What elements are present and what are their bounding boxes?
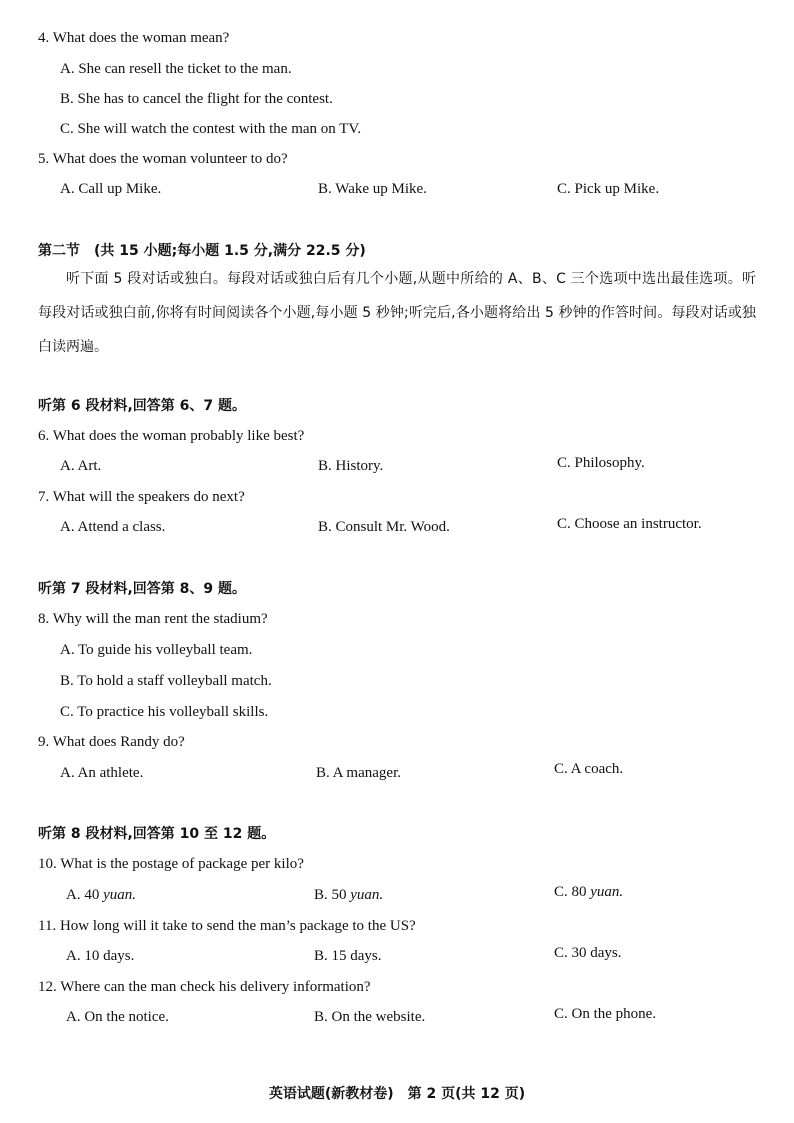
option-5b: B. Wake up Mike.	[318, 181, 427, 197]
question-number: 7.	[38, 489, 50, 505]
page-footer: 英语试题(新教材卷) 第 2 页(共 12 页)	[268, 1086, 526, 1102]
option-4c: C. She will watch the contest with the man on TV.	[60, 121, 362, 137]
option-8b: B. To hold a staff volleyball match.	[60, 673, 272, 689]
option-7a: A. Attend a class.	[60, 519, 166, 535]
option-4b: B. She has to cancel the flight for the contest.	[60, 91, 333, 107]
options-5	[0, 179, 794, 199]
question-4	[38, 28, 229, 48]
options-10	[0, 885, 794, 905]
question-8	[38, 609, 268, 629]
options-12	[0, 1007, 794, 1027]
unit: yuan.	[590, 884, 624, 900]
question-9	[38, 732, 185, 752]
section-title: 第二节 (共 15 小题;每小题 1.5 分,满分 22.5 分)	[38, 243, 366, 259]
instructions-text: 听下面 5 段对话或独白。每段对话或独白后有几个小题,从题中所给的 A、B、C 三个选项中选出最佳选项。听每段对话或独白前,你将有时间阅读各个小题,每小题 5 秒钟;听完后,各小题将给出 5 秒钟的作答时间。每段对话或独白读两遍。	[38, 271, 756, 355]
question-text: Where can the man check his delivery information?	[60, 979, 371, 995]
question-12	[38, 977, 371, 997]
question-text: What does Randy do?	[52, 734, 185, 750]
unit: yuan.	[103, 887, 137, 903]
option-7c: C. Choose an instructor.	[557, 516, 702, 532]
question-11	[38, 916, 416, 936]
question-number: 5.	[38, 151, 50, 167]
option-5c: C. Pick up Mike.	[557, 181, 660, 197]
question-number: 9.	[38, 734, 50, 750]
question-text: What does the woman volunteer to do?	[52, 151, 288, 167]
option-5a: A. Call up Mike.	[60, 181, 162, 197]
question-10	[38, 854, 304, 874]
unit: yuan.	[350, 887, 384, 903]
option-8c: C. To practice his volleyball skills.	[60, 704, 269, 720]
option-11b: B. 15 days.	[314, 948, 382, 964]
question-number: 4.	[38, 30, 50, 46]
option-10a-text: A. 40	[66, 887, 104, 903]
question-text: Why will the man rent the stadium?	[52, 611, 268, 627]
options-7	[0, 517, 794, 537]
option-10a	[66, 885, 136, 905]
question-number: 12.	[38, 979, 57, 995]
option-6b: B. History.	[318, 458, 384, 474]
option-10b	[314, 885, 383, 905]
option-10b-text: B. 50	[314, 887, 351, 903]
option-4a: A. She can resell the ticket to the man.	[60, 61, 292, 77]
option-9c: C. A coach.	[554, 761, 624, 777]
question-number: 11.	[38, 918, 57, 934]
section-instructions	[38, 262, 756, 364]
question-text: How long will it take to send the man’s package to the US?	[59, 918, 416, 934]
options-6	[0, 456, 794, 476]
question-text: What is the postage of package per kilo?	[60, 856, 304, 872]
option-6a: A. Art.	[60, 458, 102, 474]
option-11a: A. 10 days.	[66, 948, 135, 964]
option-12a: A. On the notice.	[66, 1009, 169, 1025]
question-number: 6.	[38, 428, 50, 444]
question-number: 10.	[38, 856, 57, 872]
question-text: What does the woman mean?	[52, 30, 230, 46]
question-5	[38, 149, 288, 169]
option-8a: A. To guide his volleyball team.	[60, 642, 253, 658]
question-7	[38, 487, 245, 507]
option-12c: C. On the phone.	[554, 1006, 657, 1022]
group-head-6: 听第 6 段材料,回答第 6、7 题。	[38, 398, 247, 414]
question-text: What does the woman probably like best?	[52, 428, 305, 444]
option-9b: B. A manager.	[316, 765, 401, 781]
group-head-8: 听第 8 段材料,回答第 10 至 12 题。	[38, 826, 276, 842]
option-12b: B. On the website.	[314, 1009, 426, 1025]
question-number: 8.	[38, 611, 50, 627]
question-6	[38, 426, 304, 446]
option-10c	[554, 882, 623, 902]
option-7b: B. Consult Mr. Wood.	[318, 519, 450, 535]
options-11	[0, 946, 794, 966]
option-6c: C. Philosophy.	[557, 455, 645, 471]
option-11c: C. 30 days.	[554, 945, 622, 961]
group-head-7: 听第 7 段材料,回答第 8、9 题。	[38, 581, 247, 597]
option-9a: A. An athlete.	[60, 765, 144, 781]
option-10c-text: C. 80	[554, 884, 591, 900]
options-9	[0, 763, 794, 783]
question-text: What will the speakers do next?	[52, 489, 245, 505]
